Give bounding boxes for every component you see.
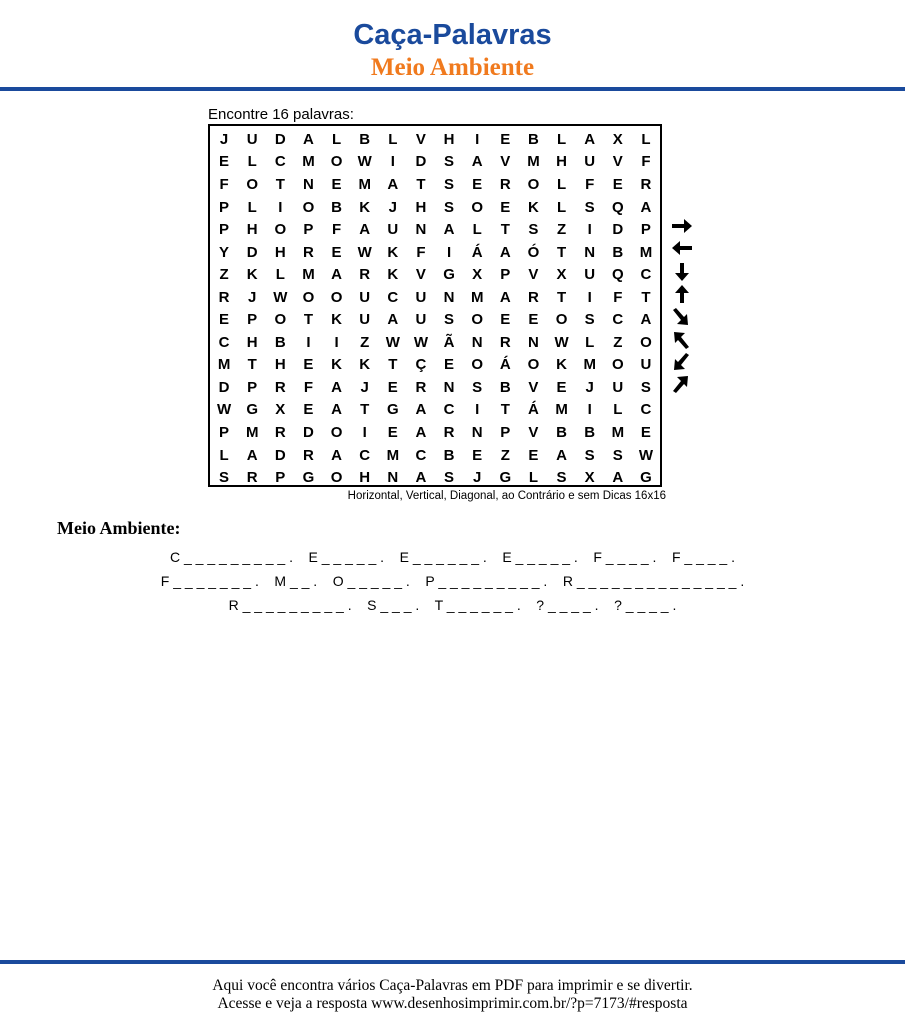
grid-cell: S [528, 221, 539, 239]
words-heading: Meio Ambiente: [57, 518, 181, 538]
arrow-down-right-icon [670, 307, 694, 327]
grid-cell: V [528, 424, 539, 442]
grid-cell: X [275, 401, 286, 419]
grid-cell: A [415, 469, 427, 487]
grid-cell: D [274, 446, 286, 464]
grid-cell: I [306, 333, 311, 351]
grid-cell: B [584, 424, 596, 442]
grid-cell: M [611, 424, 625, 442]
footer-divider [0, 960, 905, 964]
grid-row [210, 173, 660, 196]
grid-cell: E [556, 378, 567, 396]
grid-cell: R [640, 175, 652, 193]
grid-cell: A [415, 424, 427, 442]
grid-cell: I [390, 153, 395, 171]
grid-cell: F [219, 175, 229, 193]
grid-cell: K [359, 198, 371, 216]
grid-cell: E [528, 446, 539, 464]
grid-cell: A [443, 221, 455, 239]
grid-cell: O [302, 288, 315, 306]
grid-cell: C [415, 446, 427, 464]
grid-cell: C [640, 401, 652, 419]
grid-cell: F [613, 288, 623, 306]
grid-cell: P [219, 424, 230, 442]
grid-cell: D [612, 221, 624, 239]
grid-cell: R [246, 469, 258, 487]
grid-cell: U [415, 311, 427, 329]
grid-row [210, 263, 660, 286]
grid-cell: M [583, 356, 596, 374]
grid-cell: L [613, 401, 623, 419]
grid-cell: M [358, 175, 371, 193]
arrow-down-left-icon [670, 352, 694, 372]
grid-cell: V [415, 266, 426, 284]
grid-cell: R [499, 333, 511, 351]
grid-cell: H [556, 153, 567, 171]
grid-cell: F [641, 153, 651, 171]
grid-cell: G [302, 469, 315, 487]
arrow-right-icon [670, 216, 694, 236]
grid-cell: Ã [443, 333, 455, 351]
grid-cell: E [387, 378, 398, 396]
grid-cell: U [584, 266, 596, 284]
grid-cell: C [387, 288, 399, 306]
grid-cell: E [472, 446, 483, 464]
grid-cell: P [219, 221, 230, 239]
grid-cell: V [500, 153, 511, 171]
grid-cell: A [246, 446, 258, 464]
grid-cell: N [415, 221, 427, 239]
grid-cell: H [246, 221, 258, 239]
grid-cell: P [247, 378, 258, 396]
grid-cell: N [387, 469, 399, 487]
grid-cell: A [359, 221, 371, 239]
word-hints-line-3: R _ _ _ _ _ _ _ _ _ . S _ _ _ . T _ _ _ _ _ _ . ? _ _ _ _ . ? _ _ _ _ . [228, 597, 677, 613]
grid-cell: N [471, 333, 483, 351]
grid-cell: X [584, 469, 595, 487]
grid-cell: M [639, 243, 653, 261]
grid-row [210, 354, 660, 377]
grid-cell: B [499, 378, 511, 396]
grid-cell: S [640, 378, 651, 396]
grid-cell: Á [499, 356, 511, 374]
grid-cell: L [556, 130, 567, 148]
grid-cell: U [415, 288, 427, 306]
grid-cell: T [556, 288, 567, 306]
grid-row [210, 444, 660, 467]
grid-cell: U [640, 356, 652, 374]
grid-cell: R [443, 424, 455, 442]
grid-cell: A [331, 401, 342, 419]
grid-cell: Ç [415, 356, 427, 374]
grid-cell: O [640, 333, 652, 351]
grid-cell: R [303, 446, 314, 464]
grid-cell: W [385, 333, 400, 351]
grid-cell: V [528, 266, 539, 284]
grid-cell: V [415, 130, 426, 148]
grid-cell: F [416, 243, 426, 261]
grid-cell: I [587, 221, 592, 239]
grid-cell: L [556, 198, 567, 216]
grid-cell: A [640, 198, 652, 216]
grid-cell: K [387, 266, 399, 284]
grid-row [210, 331, 660, 354]
grid-cell: E [331, 175, 342, 193]
grid-cell: O [274, 311, 287, 329]
grid-cell: E [500, 198, 511, 216]
grid-cell: H [274, 356, 286, 374]
grid-cell: E [472, 175, 483, 193]
grid-cell: O [330, 288, 343, 306]
grid-cell: P [247, 311, 258, 329]
grid-cell: E [303, 356, 314, 374]
grid-cell: J [219, 130, 229, 148]
grid-cell: F [303, 378, 314, 396]
grid-cell: T [303, 311, 314, 329]
grid-row [210, 421, 660, 444]
grid-cell: W [216, 401, 232, 419]
grid-cell: O [330, 153, 343, 171]
grid-cell: D [303, 424, 314, 442]
grid-cell: M [527, 153, 540, 171]
grid-cell: S [472, 378, 483, 396]
grid-cell: M [302, 266, 315, 284]
grid-cell: I [475, 401, 480, 419]
grid-cell: Z [556, 221, 567, 239]
grid-cell: X [556, 266, 567, 284]
grid-cell: H [443, 130, 455, 148]
grid-cell: R [303, 243, 314, 261]
grid-cell: L [641, 130, 651, 148]
arrow-down-icon [670, 262, 694, 282]
grid-cell: L [219, 446, 229, 464]
grid-cell: T [247, 356, 257, 374]
grid-cell: I [587, 401, 592, 419]
grid-cell: Z [360, 333, 370, 351]
grid-cell: P [640, 221, 651, 239]
grid-cell: S [584, 311, 595, 329]
grid-cell: Á [528, 401, 539, 419]
grid-cell: M [470, 288, 484, 306]
grid-cell: O [330, 469, 343, 487]
grid-cell: E [500, 130, 511, 148]
grid-cell: K [246, 266, 258, 284]
grid-cell: K [387, 243, 399, 261]
grid-cell: O [471, 356, 484, 374]
grid-cell: A [303, 130, 314, 148]
grid-row [210, 466, 660, 489]
grid-cell: A [387, 175, 399, 193]
grid-cell: M [386, 446, 400, 464]
grid-row [210, 308, 660, 331]
grid-cell: Z [500, 446, 510, 464]
grid-cell: C [274, 153, 286, 171]
grid-cell: W [357, 243, 372, 261]
grid-cell: W [554, 333, 569, 351]
grid-cell: C [443, 401, 455, 419]
grid-cell: O [330, 424, 343, 442]
grid-row [210, 399, 660, 422]
grid-cell: O [274, 221, 287, 239]
grid-cell: R [415, 378, 427, 396]
grid-cell: A [612, 469, 624, 487]
grid-cell: R [528, 288, 539, 306]
grid-cell: S [444, 175, 455, 193]
grid-cell: S [444, 198, 455, 216]
grid-cell: Á [471, 243, 483, 261]
grid-row [210, 286, 660, 309]
grid-cell: J [585, 378, 594, 396]
grid-cell: T [556, 243, 567, 261]
grid-cell: K [556, 356, 567, 374]
grid-cell: W [357, 153, 372, 171]
grid-cell: A [331, 266, 342, 284]
grid-cell: O [555, 311, 568, 329]
grid-cell: S [444, 311, 455, 329]
grid-cell: E [444, 356, 455, 374]
grid-cell: P [500, 424, 511, 442]
grid-cell: H [359, 469, 371, 487]
grid-cell: O [246, 175, 259, 193]
puzzle-instruction: Encontre 16 palavras: [208, 106, 354, 123]
grid-cell: S [584, 198, 595, 216]
grid-cell: N [303, 175, 314, 193]
grid-cell: A [556, 446, 567, 464]
grid-cell: O [471, 311, 484, 329]
grid-cell: R [499, 175, 511, 193]
footer-line-1: Aqui você encontra vários Caça-Palavras em PDF para imprimir e se divertir. [212, 977, 693, 994]
grid-cell: J [360, 378, 369, 396]
grid-cell: A [471, 153, 483, 171]
grid-cell: X [472, 266, 483, 284]
grid-cell: F [585, 175, 595, 193]
grid-cell: P [219, 198, 230, 216]
grid-cell: I [278, 198, 283, 216]
grid-row [210, 376, 660, 399]
grid-cell: D [274, 130, 286, 148]
grid-cell: B [274, 333, 286, 351]
grid-cell: S [556, 469, 567, 487]
grid-cell: E [219, 153, 230, 171]
grid-row [210, 128, 660, 151]
grid-cell: J [473, 469, 482, 487]
grid-cell: M [302, 153, 315, 171]
grid-cell: G [499, 469, 512, 487]
grid-cell: L [528, 469, 539, 487]
grid-cell: U [612, 378, 624, 396]
word-hints-line-1: C _ _ _ _ _ _ _ _ _ . E _ _ _ _ _ . E _ _ _ _ _ _ . E _ _ _ _ _ . F _ _ _ _ . F _ _ _ _ . [170, 549, 735, 565]
grid-cell: D [246, 243, 258, 261]
grid-cell: O [527, 175, 540, 193]
grid-cell: Z [219, 266, 229, 284]
grid-cell: R [274, 378, 286, 396]
grid-cell: H [274, 243, 286, 261]
grid-row [210, 196, 660, 219]
grid-cell: L [331, 130, 342, 148]
grid-cell: T [275, 175, 285, 193]
grid-cell: M [555, 401, 568, 419]
grid-cell: L [275, 266, 285, 284]
grid-cell: I [446, 243, 452, 261]
grid-cell: A [415, 401, 427, 419]
page-subtitle: Meio Ambiente [370, 54, 535, 81]
grid-cell: Q [611, 266, 624, 284]
grid-cell: I [587, 288, 592, 306]
grid-cell: C [612, 311, 624, 329]
grid-cell: I [475, 130, 480, 148]
grid-cell: Y [219, 243, 230, 261]
grid-cell: F [331, 221, 342, 239]
grid-cell: J [388, 198, 397, 216]
grid-cell: N [584, 243, 596, 261]
grid-cell: T [500, 221, 510, 239]
grid-cell: Ó [527, 243, 540, 261]
grid-cell: A [331, 378, 342, 396]
grid-cell: B [359, 130, 371, 148]
grid-cell: B [443, 446, 455, 464]
grid-cell: T [360, 401, 370, 419]
grid-cell: T [500, 401, 510, 419]
grid-cell: S [444, 153, 455, 171]
grid-cell: E [331, 243, 342, 261]
grid-cell: A [499, 288, 511, 306]
grid-cell: N [528, 333, 539, 351]
grid-cell: K [331, 356, 342, 374]
grid-cell: X [612, 130, 623, 148]
grid-cell: A [499, 243, 511, 261]
grid-cell: U [246, 130, 258, 148]
grid-cell: A [584, 130, 596, 148]
grid-cell: K [331, 311, 342, 329]
grid-cell: U [584, 153, 596, 171]
grid-cell: E [612, 175, 623, 193]
grid-cell: S [444, 469, 455, 487]
grid-cell: E [528, 311, 539, 329]
grid-cell: P [275, 469, 286, 487]
grid-cell: M [245, 424, 259, 442]
grid-cell: N [443, 288, 455, 306]
word-hints-line-2: F _ _ _ _ _ _ _ . M _ _ . O _ _ _ _ _ . P _ _ _ _ _ _ _ _ _ . R _ _ _ _ _ _ _ _ _ _ _ _ _ _ . [160, 573, 745, 589]
grid-row [210, 218, 660, 241]
grid-cell: H [246, 333, 258, 351]
footer-line-2: Acesse e veja a resposta www.desenhosimprimir.com.br/?p=7173/#resposta [217, 995, 688, 1012]
grid-cell: W [273, 288, 288, 306]
grid-cell: I [362, 424, 367, 442]
grid-cell: G [640, 469, 652, 487]
grid-cell: N [443, 378, 455, 396]
grid-cell: W [413, 333, 429, 351]
grid-cell: R [359, 266, 371, 284]
grid-cell: N [471, 424, 483, 442]
grid-cell: L [247, 153, 257, 171]
grid-cell: S [584, 446, 595, 464]
grid-cell: I [334, 333, 339, 351]
grid-cell: G [386, 401, 399, 419]
grid-cell: U [359, 311, 371, 329]
grid-cell: U [387, 221, 399, 239]
grid-cell: E [640, 424, 651, 442]
grid-cell: L [388, 130, 398, 148]
grid-cell: O [471, 198, 484, 216]
grid-cell: G [246, 401, 259, 419]
grid-cell: L [247, 198, 257, 216]
grid-cell: J [248, 288, 257, 306]
grid-cell: C [640, 266, 652, 284]
grid-row [210, 241, 660, 264]
grid-cell: V [612, 153, 623, 171]
grid-cell: W [638, 446, 654, 464]
header-divider [0, 87, 905, 91]
puzzle-caption: Horizontal, Vertical, Diagonal, ao Contrário e sem Dicas 16x16 [347, 490, 666, 502]
grid-cell: S [612, 446, 623, 464]
grid-cell: S [219, 469, 230, 487]
grid-cell: B [528, 130, 539, 148]
arrow-up-left-icon [670, 330, 694, 350]
grid-cell: O [611, 356, 624, 374]
grid-cell: L [585, 333, 595, 351]
grid-cell: B [556, 424, 567, 442]
grid-cell: E [303, 401, 314, 419]
grid-cell: R [218, 288, 230, 306]
grid-cell: A [387, 311, 399, 329]
grid-cell: K [359, 356, 371, 374]
grid-cell: Z [613, 333, 623, 351]
grid-cell: D [218, 378, 230, 396]
grid-cell: Q [611, 198, 624, 216]
grid-cell: C [359, 446, 371, 464]
grid-cell: E [219, 311, 230, 329]
grid-cell: G [443, 266, 455, 284]
grid-cell: E [500, 311, 511, 329]
grid-cell: E [387, 424, 398, 442]
grid-cell: A [640, 311, 652, 329]
grid-cell: T [388, 356, 398, 374]
grid-row [210, 151, 660, 174]
grid-cell: U [359, 288, 371, 306]
arrow-left-icon [670, 238, 694, 258]
grid-cell: L [556, 175, 567, 193]
grid-cell: T [416, 175, 426, 193]
grid-cell: P [500, 266, 511, 284]
grid-cell: B [612, 243, 624, 261]
grid-cell: T [641, 288, 651, 306]
word-search-grid [208, 124, 662, 487]
grid-cell: V [528, 378, 539, 396]
grid-cell: O [302, 198, 315, 216]
grid-cell: H [415, 198, 427, 216]
grid-cell: D [415, 153, 427, 171]
grid-cell: P [303, 221, 314, 239]
grid-cell: M [217, 356, 231, 374]
grid-cell: B [331, 198, 342, 216]
grid-cell: A [331, 446, 342, 464]
grid-cell: O [527, 356, 540, 374]
grid-cell: L [472, 221, 482, 239]
grid-cell: C [218, 333, 230, 351]
arrow-up-icon [670, 284, 694, 304]
grid-cell: K [528, 198, 539, 216]
arrow-up-right-icon [670, 374, 694, 394]
grid-cell: R [274, 424, 286, 442]
page-title: Caça-Palavras [353, 19, 552, 51]
